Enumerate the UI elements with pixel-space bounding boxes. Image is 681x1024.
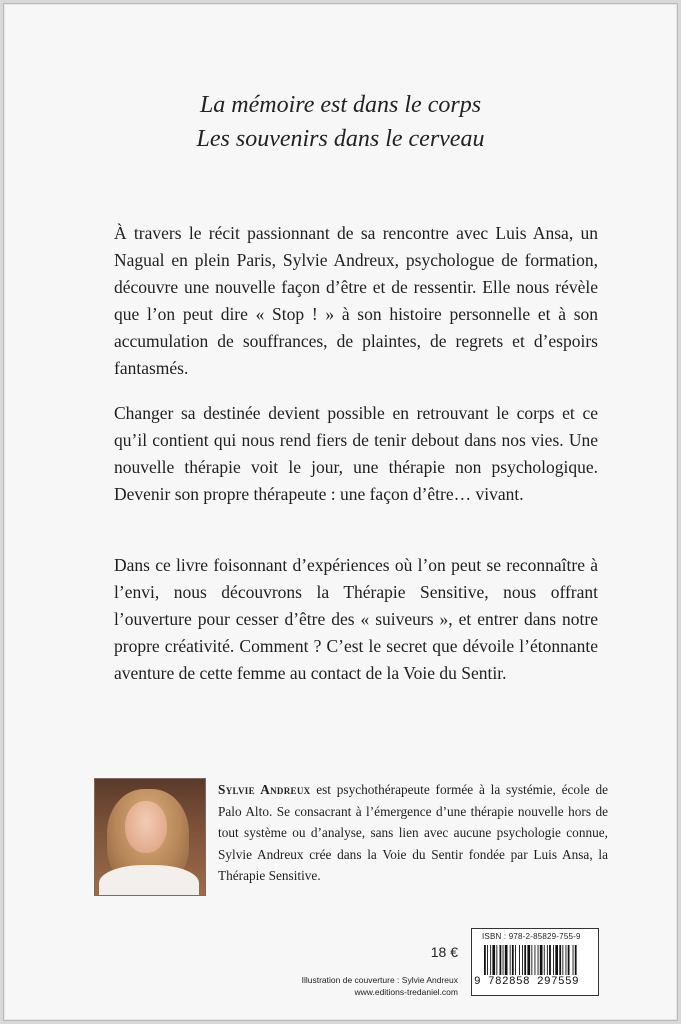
book-back-cover bbox=[3, 3, 678, 1021]
barcode-icon bbox=[484, 945, 588, 975]
author-photo bbox=[94, 778, 206, 896]
headline bbox=[4, 88, 677, 156]
illustration-credit: Illustration de couverture : Sylvie Andreux bbox=[301, 975, 458, 985]
author-photo-face bbox=[125, 801, 167, 853]
blurb-paragraph-1: À travers le récit passionnant de sa rencontre avec Luis Ansa, un Nagual en plein Paris, Sylvie Andreux, psychologue de formation, découvre une nouvelle façon d’être et de ressentir. Elle nous révèle que l’on peut dire « Stop ! » à son histoire personnelle et à son accumulation de souffrances, de plaintes, de regrets et d’espoirs fantasmés. bbox=[114, 223, 598, 378]
isbn-label: ISBN : 978-2-85829-755-9 bbox=[482, 932, 581, 941]
credits bbox=[254, 974, 458, 998]
blurb-paragraph-2: Changer sa destinée devient possible en retrouvant le corps et ce qu’il contient qui nous rend fiers de tenir debout dans nos vies. Une nouvelle thérapie voit le jour, une thérapie non psychologique. Devenir son propre thérapeute : une façon d’être… vivant. bbox=[114, 403, 598, 504]
author-photo-shirt bbox=[99, 865, 199, 896]
headline-line-2: Les souvenirs dans le cerveau bbox=[196, 126, 485, 152]
price: 18 € bbox=[430, 944, 458, 960]
author-name: Sylvie Andreux bbox=[218, 782, 311, 797]
author-bio-text: est psychothérapeute formée à la systémie, école de Palo Alto. Se consacrant à l’émergence d’une thérapie nouvelle hors de tout système ou d’analyse, sans lien avec aucune psychologie connue, Sylvie Andreux crée dans la Voie du Sentir fondée par Luis Ansa, la Thérapie Sensitive. bbox=[218, 782, 608, 883]
isbn-box bbox=[471, 928, 599, 996]
blurb-paragraph-3: Dans ce livre foisonnant d’expériences où l’on peut se reconnaître à l’envi, nous découvrons la Thérapie Sensitive, nous offrant l’ouverture pour cesser d’être des « suiveurs », et entrer dans notre propre créativité. Comment ? C’est le secret que dévoile l’étonnante aventure de cette femme au contact de la Voie du Sentir. bbox=[114, 555, 598, 683]
publisher-website: www.editions-tredaniel.com bbox=[354, 987, 458, 997]
author-bio bbox=[218, 779, 608, 887]
barcode-digits: 9 782858 297559 bbox=[474, 976, 580, 988]
headline-line-1: La mémoire est dans le corps bbox=[199, 92, 482, 118]
